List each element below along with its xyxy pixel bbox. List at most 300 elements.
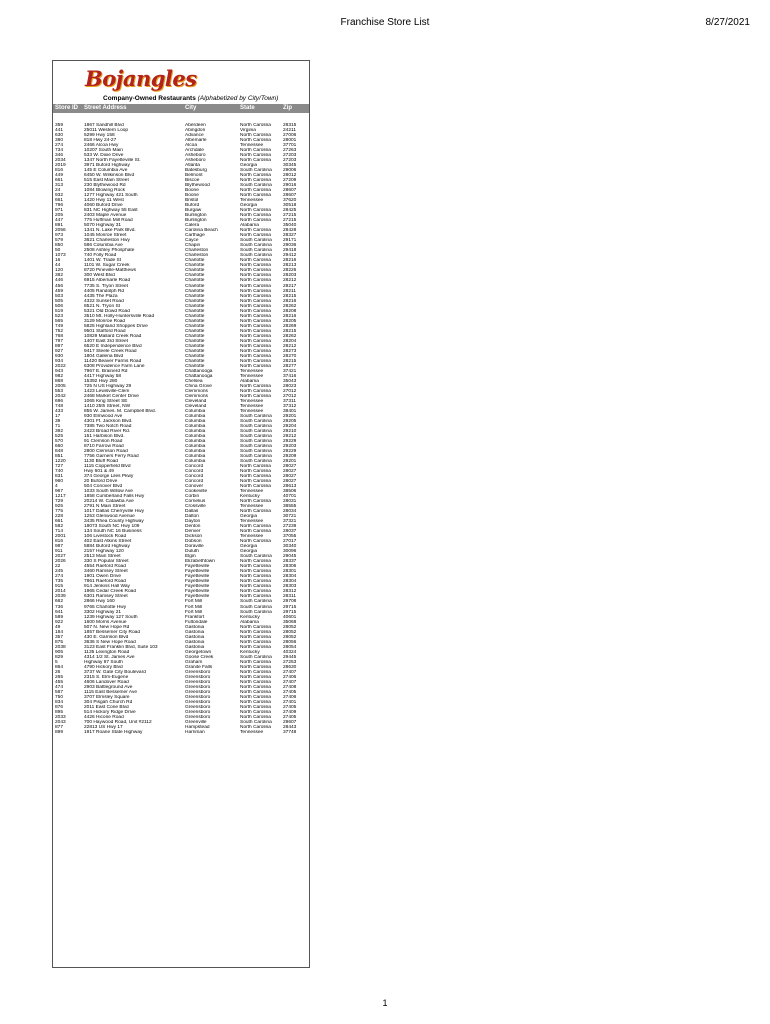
- street-address-cell: 374 George Liles Pkwy: [84, 474, 134, 480]
- state-cell: North Carolina: [240, 509, 271, 515]
- state-cell: South Carolina: [240, 654, 272, 660]
- street-address-cell: 2800 Clemson Road: [84, 449, 128, 455]
- store-id-cell: 505: [55, 298, 64, 304]
- city-cell: Gastonia: [185, 644, 205, 650]
- store-id-cell: 1220: [55, 459, 66, 465]
- store-id-cell: 740: [55, 469, 64, 475]
- store-id-cell: 851: [55, 454, 64, 460]
- state-cell: South Carolina: [240, 253, 272, 259]
- city-cell: Graham: [185, 659, 203, 665]
- store-id-cell: 184: [55, 629, 64, 635]
- zip-cell: 28034: [283, 509, 297, 515]
- city-cell: Conover: [185, 484, 204, 490]
- store-id-cell: 922: [55, 619, 64, 625]
- zip-cell: 28023: [283, 383, 297, 389]
- zip-cell: 37701: [283, 143, 297, 149]
- state-cell: North Carolina: [240, 388, 271, 394]
- zip-cell: 27239: [283, 524, 297, 530]
- zip-cell: 28311: [283, 594, 296, 600]
- state-cell: South Carolina: [240, 418, 272, 424]
- city-cell: Calera: [185, 223, 200, 229]
- street-address-cell: 91 Clemson Road: [84, 438, 123, 444]
- zip-cell: 29708: [283, 599, 297, 605]
- city-cell: Charleston: [185, 248, 209, 254]
- state-cell: Georgia: [240, 549, 258, 555]
- state-cell: South Carolina: [240, 413, 272, 419]
- street-address-cell: 586 Columbia Ave: [84, 243, 123, 249]
- street-address-cell: 20 Buford Drive: [84, 479, 118, 485]
- store-id-cell: 570: [55, 438, 64, 444]
- store-list-sheet: [52, 60, 310, 968]
- header-street-address: Street Address: [84, 105, 127, 111]
- store-id-cell: 50: [55, 248, 61, 254]
- zip-cell: 28262: [283, 303, 297, 309]
- state-cell: North Carolina: [240, 263, 271, 269]
- state-cell: South Carolina: [240, 444, 272, 449]
- zip-cell: 38506: [283, 489, 297, 495]
- street-address-cell: 2791 N Main Street: [84, 504, 126, 510]
- zip-cell: 28215: [283, 358, 297, 364]
- city-cell: Charlotte: [185, 308, 205, 314]
- state-cell: Tennessee: [240, 408, 264, 414]
- city-cell: Charlotte: [185, 288, 205, 294]
- street-address-cell: 514 Hickory Ridge Drive: [84, 709, 136, 715]
- street-address-cell: 3510 Mt. Holly-Huntersville Road: [84, 313, 155, 319]
- logo-area: [53, 61, 309, 95]
- city-cell: Buford: [185, 203, 200, 209]
- zip-cell: 27405: [283, 714, 297, 720]
- zip-cell: 28613: [283, 484, 297, 490]
- zip-cell: 28027: [283, 479, 297, 485]
- store-id-cell: 2014: [55, 589, 66, 595]
- state-cell: North Carolina: [240, 383, 271, 389]
- zip-cell: 27407: [283, 669, 297, 675]
- zip-cell: 28056: [283, 639, 297, 645]
- street-address-cell: 106 Livestock Road: [84, 534, 127, 540]
- zip-cell: 27409: [283, 709, 297, 715]
- zip-cell: 28205: [283, 318, 297, 324]
- state-cell: North Carolina: [240, 639, 271, 645]
- city-cell: Dallas: [185, 509, 199, 515]
- store-id-cell: 2022: [55, 363, 66, 369]
- bojangles-logo: Bojangles: [85, 66, 197, 91]
- city-cell: Charlotte: [185, 338, 205, 344]
- street-address-cell: 7385 Two Notch Road: [84, 423, 132, 429]
- city-cell: Columbia: [185, 444, 206, 449]
- state-cell: North Carolina: [240, 233, 271, 239]
- store-id-cell: 736: [55, 604, 64, 610]
- store-id-cell: 459: [55, 288, 64, 294]
- zip-cell: 28312: [283, 589, 297, 595]
- street-address-cell: 145 E Columbia Ave: [84, 168, 128, 174]
- city-cell: Gastonia: [185, 634, 205, 640]
- state-cell: Kentucky: [240, 649, 260, 655]
- state-cell: Georgia: [240, 163, 258, 169]
- state-cell: North Carolina: [240, 213, 271, 219]
- state-cell: North Carolina: [240, 273, 271, 279]
- state-cell: North Carolina: [240, 258, 271, 264]
- city-cell: Columbia: [185, 413, 206, 419]
- store-id-cell: 71: [55, 423, 61, 429]
- store-id-cell: 455: [55, 679, 64, 685]
- store-id-cell: 941: [55, 609, 64, 615]
- zip-cell: 27017: [283, 539, 297, 545]
- street-address-cell: 300 West Blvd: [84, 273, 115, 279]
- state-cell: North Carolina: [240, 158, 271, 164]
- state-cell: North Carolina: [240, 153, 271, 159]
- store-id-cell: 16: [55, 258, 61, 264]
- store-id-cell: 973: [55, 233, 64, 239]
- subtitle-text: Company-Owned Restaurants: [103, 95, 196, 102]
- header-store-id: Store ID: [55, 105, 79, 111]
- street-address-cell: 1423 Lewisville-Clem: [84, 388, 130, 394]
- store-id-cell: 582: [55, 524, 64, 530]
- zip-cell: 28213: [283, 263, 297, 269]
- city-cell: Greensboro: [185, 674, 211, 680]
- store-id-cell: 357: [55, 634, 64, 640]
- zip-cell: 29212: [283, 433, 297, 439]
- city-cell: Aberdeen: [185, 123, 206, 128]
- city-cell: Fort Mill: [185, 609, 203, 615]
- street-address-cell: 15392 Hwy 280: [84, 378, 118, 384]
- state-cell: North Carolina: [240, 303, 271, 309]
- zip-cell: 28203: [283, 273, 297, 279]
- state-cell: North Carolina: [240, 358, 271, 364]
- zip-cell: 28012: [283, 173, 297, 179]
- store-id-cell: 5: [55, 659, 58, 665]
- table-body: [53, 123, 309, 735]
- state-cell: North Carolina: [240, 218, 271, 224]
- store-id-cell: 714: [55, 529, 64, 535]
- state-cell: North Carolina: [240, 268, 271, 274]
- city-cell: Columbia: [185, 423, 206, 429]
- city-cell: Harriman: [185, 729, 205, 735]
- store-id-cell: 932: [55, 193, 64, 199]
- street-address-cell: 1857 Bessemer City Road: [84, 629, 140, 635]
- city-cell: Granite Falls: [185, 664, 213, 670]
- zip-cell: 29201: [283, 413, 297, 419]
- state-cell: North Carolina: [240, 193, 271, 199]
- state-cell: Tennessee: [240, 504, 264, 510]
- street-address-cell: 1115 Copperfield Blvd: [84, 464, 131, 470]
- zip-cell: 27407: [283, 679, 297, 685]
- city-cell: Columbia: [185, 459, 206, 465]
- zip-cell: 28425: [283, 208, 297, 214]
- city-cell: Greensboro: [185, 709, 211, 715]
- state-cell: Tennessee: [240, 398, 264, 404]
- store-id-cell: 797: [55, 338, 64, 344]
- zip-cell: 30721: [283, 514, 297, 520]
- store-id-cell: 749: [55, 323, 64, 329]
- state-cell: North Carolina: [240, 484, 271, 490]
- state-cell: North Carolina: [240, 188, 271, 194]
- zip-cell: 28277: [283, 363, 297, 369]
- store-id-cell: 2038: [55, 644, 66, 650]
- street-address-cell: 8710 Farrow Road: [84, 444, 124, 449]
- store-id-cell: 816: [55, 168, 64, 174]
- street-address-cell: 1084 Blowing Rock: [84, 188, 126, 194]
- store-id-cell: 44: [55, 263, 61, 269]
- street-address-cell: 1804 Galleria Blvd: [84, 353, 124, 359]
- city-cell: Dobson: [185, 539, 202, 545]
- state-cell: Tennessee: [240, 198, 264, 204]
- street-address-cell: 2513 Main Street: [84, 554, 121, 560]
- zip-cell: 28262: [283, 333, 297, 339]
- street-address-cell: 9765 Charlotte Hwy: [84, 604, 127, 610]
- city-cell: Columbia: [185, 418, 206, 424]
- store-id-cell: 525: [55, 433, 64, 439]
- street-address-cell: 515 East Main Street: [84, 178, 129, 184]
- state-cell: North Carolina: [240, 469, 271, 475]
- street-address-cell: 1130 Bluff Road: [84, 459, 118, 465]
- zip-cell: 28270: [283, 353, 297, 359]
- store-id-cell: 565: [55, 318, 64, 324]
- page-header-date: 8/27/2021: [705, 17, 750, 28]
- city-cell: Fultondale: [185, 619, 208, 625]
- state-cell: North Carolina: [240, 333, 271, 339]
- street-address-cell: 5070 Highway 31: [84, 223, 122, 229]
- state-cell: North Carolina: [240, 674, 271, 680]
- street-address-cell: 533 W. Dixie Drive: [84, 153, 124, 159]
- store-id-cell: 506: [55, 303, 64, 309]
- city-cell: Charlotte: [185, 328, 205, 334]
- store-id-cell: 1217: [55, 494, 66, 500]
- street-address-cell: 2403 Maple Avenue: [84, 213, 127, 219]
- store-id-cell: 750: [55, 694, 64, 700]
- state-cell: North Carolina: [240, 704, 271, 710]
- city-cell: Fayetteville: [185, 584, 210, 590]
- street-address-cell: 1135 Lexington Road: [84, 649, 130, 655]
- street-address-cell: 1867 Sandhill Blvd: [84, 123, 124, 128]
- store-id-cell: 960: [55, 479, 64, 485]
- zip-cell: 27253: [283, 659, 297, 665]
- street-address-cell: 725 N US Highway 29: [84, 383, 132, 389]
- state-cell: North Carolina: [240, 228, 271, 234]
- city-cell: Georgetown: [185, 649, 212, 655]
- street-address-cell: 2466 Alcoa Hwy: [84, 143, 119, 149]
- city-cell: Cayce: [185, 238, 199, 244]
- zip-cell: 28027: [283, 469, 297, 475]
- street-address-cell: 2011 East Cone Blvd: [84, 704, 129, 710]
- street-address-cell: 25011 Western Loop: [84, 128, 129, 134]
- city-cell: Greensboro: [185, 714, 211, 720]
- store-id-cell: 927: [55, 348, 64, 354]
- city-cell: Greensboro: [185, 699, 211, 705]
- city-cell: Columbia: [185, 433, 206, 439]
- zip-cell: 24211: [283, 128, 296, 134]
- store-id-cell: 895: [55, 709, 64, 715]
- store-id-cell: 519: [55, 308, 64, 314]
- city-cell: Fayetteville: [185, 579, 210, 585]
- store-id-cell: 876: [55, 704, 64, 710]
- store-id-cell: 523: [55, 313, 64, 319]
- city-cell: Greensboro: [185, 679, 211, 685]
- street-address-cell: 930 Elmwood Ave: [84, 413, 123, 419]
- zip-cell: 35040: [283, 223, 297, 229]
- store-id-cell: 446: [55, 278, 64, 284]
- city-cell: Charlotte: [185, 268, 205, 274]
- city-cell: Dalton: [185, 514, 199, 520]
- store-id-cell: 2005: [55, 383, 66, 389]
- street-address-cell: 1277 Highway 421 South: [84, 193, 138, 199]
- state-cell: South Carolina: [240, 423, 272, 429]
- street-address-cell: 8720 Pineville-Matthews: [84, 268, 136, 274]
- city-cell: Fayetteville: [185, 564, 210, 570]
- state-cell: North Carolina: [240, 569, 271, 575]
- street-address-cell: 504 Conover Blvd: [84, 484, 123, 490]
- city-cell: Gastonia: [185, 629, 205, 635]
- state-cell: Tennessee: [240, 729, 264, 735]
- state-cell: South Carolina: [240, 243, 272, 249]
- street-address-cell: 1600 Morris Avenue: [84, 619, 127, 625]
- zip-cell: 29204: [283, 423, 297, 429]
- state-cell: North Carolina: [240, 724, 271, 730]
- store-id-cell: 447: [55, 218, 64, 224]
- zip-cell: 29418: [283, 248, 297, 254]
- state-cell: North Carolina: [240, 318, 271, 324]
- city-cell: Belmont: [185, 173, 203, 179]
- state-cell: North Carolina: [240, 293, 271, 299]
- state-cell: Alabama: [240, 223, 259, 229]
- header-zip: Zip: [283, 105, 292, 111]
- store-id-cell: 392: [55, 428, 64, 434]
- state-cell: North Carolina: [240, 393, 271, 399]
- state-cell: Alabama: [240, 378, 259, 384]
- city-cell: Denver: [185, 529, 201, 535]
- zip-cell: 37748: [283, 729, 297, 735]
- store-id-cell: 875: [55, 639, 64, 645]
- store-id-cell: 245: [55, 569, 64, 575]
- state-cell: North Carolina: [240, 298, 271, 304]
- zip-cell: 28269: [283, 323, 297, 329]
- state-cell: North Carolina: [240, 669, 271, 675]
- city-cell: Chattanooga: [185, 368, 213, 374]
- street-address-cell: 1017 Dallas Cherryville Hwy: [84, 509, 144, 515]
- state-cell: South Carolina: [240, 449, 272, 455]
- city-cell: Corbin: [185, 494, 200, 500]
- city-cell: Fayetteville: [185, 569, 210, 575]
- state-cell: North Carolina: [240, 564, 271, 570]
- street-address-cell: 3460 Ramsey Street: [84, 569, 128, 575]
- zip-cell: 28607: [283, 188, 297, 194]
- city-cell: Boone: [185, 193, 199, 199]
- state-cell: North Carolina: [240, 338, 271, 344]
- zip-cell: 27203: [283, 153, 297, 159]
- city-cell: Bristol: [185, 198, 199, 204]
- zip-cell: 28211: [283, 288, 296, 294]
- street-address-cell: 1253 Glenwood Avenue: [84, 514, 135, 520]
- store-id-cell: 120: [55, 268, 64, 274]
- city-cell: Carolina Beach: [185, 228, 218, 234]
- state-cell: South Carolina: [240, 183, 272, 189]
- zip-cell: 29210: [283, 428, 297, 434]
- store-id-cell: 967: [55, 489, 64, 495]
- street-address-cell: 4554 Raeford Road: [84, 564, 126, 570]
- header-state: State: [240, 105, 255, 111]
- store-id-cell: 589: [55, 614, 64, 620]
- store-id-cell: 911: [55, 549, 63, 555]
- city-cell: Greensboro: [185, 689, 211, 695]
- zip-cell: 28226: [283, 268, 297, 274]
- state-cell: South Carolina: [240, 248, 272, 254]
- street-address-cell: 1420 Hwy 11 West: [84, 198, 124, 204]
- city-cell: Charlotte: [185, 313, 205, 319]
- zip-cell: 37416: [283, 373, 297, 379]
- city-cell: Alcoa: [185, 143, 197, 149]
- street-address-cell: 4322 Sunset Road: [84, 298, 124, 304]
- state-cell: South Carolina: [240, 459, 272, 465]
- store-id-cell: 441: [55, 128, 64, 134]
- state-cell: North Carolina: [240, 323, 271, 329]
- city-cell: Greensboro: [185, 704, 211, 710]
- street-address-cell: 151 Harbison Blvd.: [84, 433, 125, 439]
- city-cell: Hampstead: [185, 724, 210, 730]
- zip-cell: 29412: [283, 253, 297, 259]
- zip-cell: 28027: [283, 464, 297, 470]
- zip-cell: 40601: [283, 614, 297, 620]
- city-cell: Charlotte: [185, 258, 205, 264]
- zip-cell: 29715: [283, 609, 297, 615]
- zip-cell: 28273: [283, 348, 297, 354]
- zip-cell: 28037: [283, 529, 297, 535]
- state-cell: North Carolina: [240, 539, 271, 545]
- street-address-cell: 2423 Broad River Rd.: [84, 428, 131, 434]
- store-id-cell: 734: [55, 148, 64, 154]
- store-id-cell: 696: [55, 398, 64, 404]
- store-id-cell: 2034: [55, 158, 66, 164]
- street-address-cell: 3971 Buford Highway: [84, 163, 130, 169]
- street-address-cell: 2468 Market Center Drive: [84, 393, 139, 399]
- zip-cell: 29036: [283, 243, 297, 249]
- state-cell: South Carolina: [240, 554, 272, 560]
- zip-cell: 28304: [283, 574, 297, 580]
- street-address-cell: 7967 E. Brainerd Rd: [84, 368, 128, 374]
- zip-cell: 35043: [283, 378, 297, 384]
- store-id-cell: 17: [55, 413, 61, 419]
- street-address-cell: 4435 The Plaza: [84, 293, 118, 299]
- street-address-cell: 3621 Charleston Hwy: [84, 238, 130, 244]
- city-cell: Charlotte: [185, 353, 205, 359]
- zip-cell: 29203: [283, 444, 297, 449]
- table-row: [53, 730, 309, 735]
- store-id-cell: 2033: [55, 714, 66, 720]
- city-cell: Asheboro: [185, 158, 206, 164]
- store-id-cell: 660: [55, 444, 64, 449]
- street-address-cell: 4314 1/2 St. James Ave: [84, 654, 135, 660]
- zip-cell: 29171: [283, 238, 297, 244]
- store-id-cell: 449: [55, 173, 64, 179]
- street-address-cell: 914 Jenkins Hall Way: [84, 584, 130, 590]
- city-cell: Chelsea: [185, 378, 203, 384]
- store-id-cell: 49: [55, 624, 61, 630]
- zip-cell: 27406: [283, 694, 297, 700]
- zip-cell: 27215: [283, 218, 297, 224]
- store-id-cell: 346: [55, 153, 64, 159]
- state-cell: North Carolina: [240, 694, 271, 700]
- zip-cell: 40324: [283, 649, 297, 655]
- street-address-cell: 3302 Highway 21: [84, 609, 122, 615]
- zip-cell: 28303: [283, 584, 297, 590]
- store-id-cell: 24: [55, 188, 61, 194]
- store-id-cell: 775: [55, 509, 64, 515]
- city-cell: Charlotte: [185, 303, 205, 309]
- store-id-cell: 630: [55, 133, 64, 139]
- street-address-cell: 11420 Beaver Farms Road: [84, 358, 142, 364]
- store-id-cell: 752: [55, 328, 64, 334]
- city-cell: Charlotte: [185, 283, 205, 289]
- store-id-cell: 2027: [55, 554, 66, 560]
- street-address-cell: 2315 S. Elm-Eugene: [84, 674, 129, 680]
